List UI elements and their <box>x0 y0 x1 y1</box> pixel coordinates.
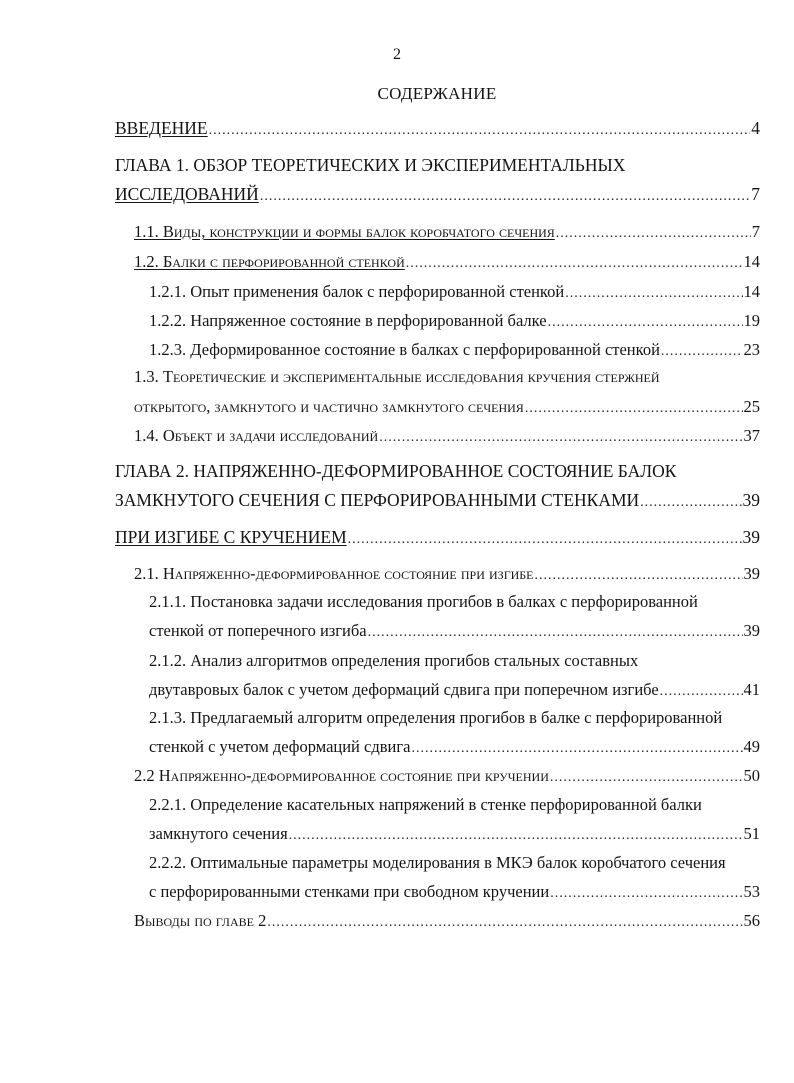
dot-leader <box>525 401 743 417</box>
toc-entry-1-4[interactable] <box>134 426 760 448</box>
toc-entry-text: 1.2.1. Опыт применения балок с перфорированной стенкой <box>149 282 565 301</box>
toc-entry-2-1-2-line1: 2.1.2. Анализ алгоритмов определения прогибов стальных составных <box>149 651 639 670</box>
toc-entry-text: замкнутого сечения <box>149 824 288 843</box>
toc-entry-2-1[interactable] <box>134 564 760 586</box>
toc-page-number: 14 <box>743 282 760 301</box>
toc-entry-text: двутавровых балок с учетом деформаций сдвига при поперечном изгибе <box>149 680 659 699</box>
dot-leader <box>267 915 742 931</box>
toc-entry-text: ИССЛЕДОВАНИЙ <box>115 184 259 204</box>
dot-leader <box>565 286 742 302</box>
toc-page-number: 41 <box>743 680 760 699</box>
dot-leader <box>379 430 742 446</box>
toc-page-number: 51 <box>743 824 760 843</box>
toc-entry-intro[interactable] <box>115 118 760 140</box>
toc-entry-1-2-2[interactable] <box>149 311 760 333</box>
toc-entry-text: 1.2.3. Деформированное состояние в балках с перфорированной стенкой <box>149 340 660 359</box>
toc-entry-chapter2[interactable] <box>115 490 760 512</box>
toc-page-number: 49 <box>743 737 760 756</box>
toc-entry-text: ВВЕДЕНИЕ <box>115 118 208 138</box>
toc-entry-1-1[interactable] <box>134 222 760 244</box>
toc-entry-text: с перфорированными стенками при свободном кручении <box>149 882 550 901</box>
toc-entry-text: ПРИ ИЗГИБЕ С КРУЧЕНИЕМ <box>115 527 347 547</box>
toc-entry-2-1-2[interactable] <box>149 680 760 702</box>
toc-page-number: 50 <box>743 766 760 785</box>
dot-leader <box>550 886 742 902</box>
dot-leader <box>406 256 743 272</box>
toc-entry-2-1-1-line1: 2.1.1. Постановка задачи исследования прогибов в балках с перфорированной <box>149 592 698 611</box>
toc-page-number: 39 <box>742 527 760 547</box>
toc-entry-text: 1.2. Балки с перфорированной стенкой <box>134 252 405 271</box>
dot-leader <box>368 625 743 641</box>
toc-entry-2-1-3-line1: 2.1.3. Предлагаемый алгоритм определения прогибов в балке с перфорированной <box>149 708 723 727</box>
dot-leader <box>348 532 742 548</box>
toc-entry-text: 1.1. Виды, конструкции и формы балок коробчатого сечения <box>134 222 555 241</box>
dot-leader <box>661 344 743 360</box>
toc-page-number: 7 <box>751 222 760 241</box>
toc-entry-text: 1.2.2. Напряженное состояние в перфорированной балке <box>149 311 547 330</box>
toc-title: СОДЕРЖАНИЕ <box>377 84 497 103</box>
dot-leader <box>535 568 743 584</box>
dot-leader <box>550 770 743 786</box>
dot-leader <box>660 684 743 700</box>
toc-entry-1-2[interactable] <box>134 252 760 274</box>
page-number: 2 <box>393 46 401 63</box>
toc-entry-1-2-3[interactable] <box>149 340 760 362</box>
toc-page-number: 4 <box>751 118 760 138</box>
dot-leader <box>556 226 751 242</box>
toc-page-number: 53 <box>743 882 760 901</box>
toc-entry-chapter1[interactable] <box>115 184 760 206</box>
toc-entry-text: 1.4. Объект и задачи исследований <box>134 426 379 445</box>
toc-page-number: 14 <box>743 252 760 271</box>
toc-page-number: 56 <box>743 911 760 930</box>
dot-leader <box>411 741 742 757</box>
toc-entry-text: 2.2 Напряженно-деформированное состояние при кручении <box>134 766 549 785</box>
toc-entry-conclusions[interactable] <box>134 911 760 933</box>
toc-page-number: 39 <box>742 490 760 510</box>
toc-entry-2-2-2-line1: 2.2.2. Оптимальные параметры моделирования в МКЭ балок коробчатого сечения <box>149 853 726 872</box>
dot-leader <box>640 495 741 511</box>
toc-page-number: 23 <box>743 340 760 359</box>
toc-entry-2-1-1[interactable] <box>149 621 760 643</box>
toc-entry-chapter2-line1: ГЛАВА 2. НАПРЯЖЕННО-ДЕФОРМИРОВАННОЕ СОСТОЯНИЕ БАЛОК <box>115 461 677 481</box>
toc-entry-2-2-1[interactable] <box>149 824 760 846</box>
toc-entry-2-2[interactable] <box>134 766 760 788</box>
toc-page-number: 7 <box>751 184 760 204</box>
toc-entry-text: ЗАМКНУТОГО СЕЧЕНИЯ С ПЕРФОРИРОВАННЫМИ СТЕНКАМИ <box>115 490 640 510</box>
dot-leader <box>260 189 750 205</box>
dot-leader <box>548 315 743 331</box>
toc-entry-1-3[interactable] <box>134 397 760 419</box>
toc-entry-2-2-1-line1: 2.2.1. Определение касательных напряжений в стенке перфорированной балки <box>149 795 702 814</box>
toc-entry-1-2-1[interactable] <box>149 282 760 304</box>
toc-entry-chapter1-line1: ГЛАВА 1. ОБЗОР ТЕОРЕТИЧЕСКИХ И ЭКСПЕРИМЕНТАЛЬНЫХ <box>115 155 626 175</box>
toc-entry-text: открытого, замкнутого и частично замкнутого сечения <box>134 397 524 416</box>
dot-leader <box>209 123 751 139</box>
toc-page-number: 25 <box>743 397 760 416</box>
toc-entry-2-1-3[interactable] <box>149 737 760 759</box>
toc-entry-1-3-line1: 1.3. Теоретические и экспериментальные исследования кручения стержней <box>134 367 660 386</box>
toc-entry-text: стенкой с учетом деформаций сдвига <box>149 737 411 756</box>
toc-entry-chapter2-cont[interactable] <box>115 527 760 549</box>
toc-page-number: 39 <box>743 564 760 583</box>
toc-page-number: 37 <box>743 426 760 445</box>
toc-entry-2-2-2[interactable] <box>149 882 760 904</box>
toc-page-number: 19 <box>743 311 760 330</box>
toc-entry-text: стенкой от поперечного изгиба <box>149 621 367 640</box>
toc-entry-text: 2.1. Напряженно-деформированное состояние при изгибе <box>134 564 534 583</box>
dot-leader <box>289 828 743 844</box>
toc-entry-text: Выводы по главе 2 <box>134 911 267 930</box>
toc-page-number: 39 <box>743 621 760 640</box>
